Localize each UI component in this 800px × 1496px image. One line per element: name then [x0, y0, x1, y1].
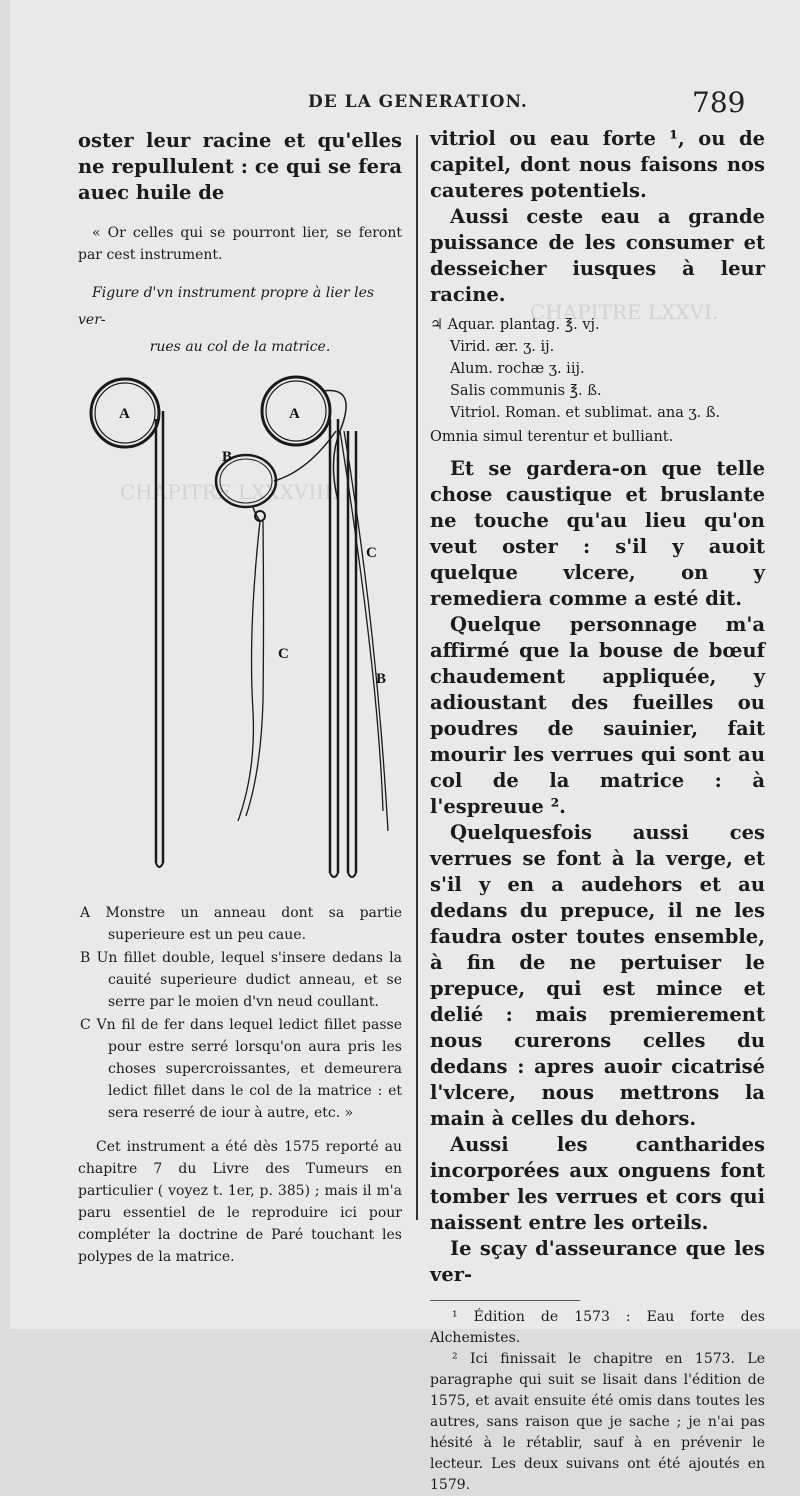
- show-through-text: CHAPITRE LXXVI.: [530, 300, 719, 324]
- footnote-1: ¹ Édition de 1573 : Eau forte des Alchemistes.: [430, 1309, 765, 1346]
- book-page: [10, 0, 800, 1493]
- quote: « Or celles qui se pourront lier, se feront par cest instrument.: [78, 225, 402, 263]
- column-rule: [416, 135, 418, 1220]
- figure-title: [78, 280, 402, 361]
- right-paragraph-3: Et se gardera-on que telle chose caustique et bruslante ne touche qu'au lieu qu'on veut oster : s'il y auoit quelque vlcere, on y remediera comme a esté dit.: [430, 457, 765, 610]
- figure-legend: [78, 902, 402, 1124]
- footnote-2: ² Ici finissait le chapitre en 1573. Le paragraphe qui suit se lisait dans l'édition de 1575, et avait ensuite été omis dans toutes les autres, sans raison que je sache ; je n'ai pas hésité à le rétablir, sauf à en prévenir le lecteur. Les deux suivans ont été ajoutés en 1579.: [430, 1351, 765, 1493]
- editor-note: Cet instrument a été dès 1575 reporté au chapitre 7 du Livre des Tumeurs en particulier ( voyez t. 1er, p. 385) ; mais il m'a paru essentiel de le reproduire ici pour compléter la doctrine de Paré touchant les polypes de la matrice.: [78, 1139, 402, 1265]
- recipe: [430, 314, 765, 448]
- right-paragraph-2: Aussi ceste eau a grande puissance de les consumer et desseicher iusques à leur racine.: [430, 205, 765, 306]
- right-column: [430, 126, 765, 1496]
- recipe-line: Alum. rochæ ʒ. iij.: [450, 361, 585, 377]
- right-paragraph-7: Ie sçay d'asseurance que les ver-: [430, 1237, 765, 1286]
- left-paragraph: oster leur racine et qu'elles ne repullulent : ce qui se fera auec huile de: [78, 129, 402, 204]
- legend-a: A Monstre un anneau dont sa partie superieure est un peu caue.: [80, 905, 402, 943]
- recipe-line: ♃ Aquar. plantag. ℥. vj.: [430, 317, 600, 333]
- running-title: DE LA GENERATION.: [308, 92, 528, 112]
- instrument-figure: [78, 371, 402, 896]
- label-c-upper: C: [366, 545, 377, 561]
- right-paragraph-4: Quelque personnage m'a affirmé que la bouse de bœuf chaudement appliquée, y adioustant des fueilles ou poudres de sauinier, fait mourir les verrues qui sont au col de la matrice : à l'espreuue ².: [430, 613, 765, 818]
- instrument-drawing: [78, 371, 402, 896]
- footnotes: [430, 1307, 765, 1496]
- right-paragraph-1: vitriol ou eau forte ¹, ou de capitel, dont nous faisons nos cauteres potentiels.: [430, 127, 765, 202]
- recipe-line: Virid. ær. ʒ. ij.: [450, 339, 555, 355]
- legend-c: C Vn fil de fer dans lequel ledict fillet passe pour estre serré lorsqu'on aura pris les choses supercroissantes, et demeurera ledict fillet dans le col de la matrice : et sera reserré de iour à autre, etc. »: [80, 1017, 402, 1121]
- show-through-text: CHAPITRE LXXXVIII.: [120, 480, 339, 504]
- label-c-lower: C: [278, 646, 289, 662]
- footnote-rule: [430, 1300, 580, 1301]
- right-paragraph-6: Aussi les cantharides incorporées aux onguens font tomber les verrues et cors qui naissent entre les orteils.: [430, 1133, 765, 1234]
- label-b-upper: B: [222, 449, 233, 465]
- left-column: [78, 128, 402, 1282]
- figure-title-line-1: Figure d'vn instrument propre à lier les ver-: [78, 285, 375, 328]
- label-a-left: A: [119, 406, 130, 422]
- right-paragraph-5: Quelquesfois aussi ces verrues se font à la verge, et s'il y en a audehors et au dedans du prepuce, il ne les faudra oster toutes ensemble, à fin de ne pertuiser le prepuce, qui est mince et delié : mais premierement nous curerons celles du dedans : apres auoir cicatrisé l'vlcere, nous mettrons la main à celles du dehors.: [430, 821, 765, 1130]
- label-a-right: A: [289, 406, 300, 422]
- recipe-line: Vitriol. Roman. et sublimat. ana ʒ. ß.: [450, 405, 721, 421]
- label-b-lower: B: [376, 671, 387, 687]
- figure-title-line-2: rues au col de la matrice.: [149, 339, 331, 355]
- recipe-line: Salis communis ℥. ß.: [450, 383, 602, 399]
- legend-b: B Un fillet double, lequel s'insere dedans la cauité superieure dudict anneau, et se serre par le moien d'vn neud coullant.: [80, 950, 402, 1010]
- page-number: 789: [692, 86, 746, 119]
- recipe-line: Omnia simul terentur et bulliant.: [430, 429, 674, 445]
